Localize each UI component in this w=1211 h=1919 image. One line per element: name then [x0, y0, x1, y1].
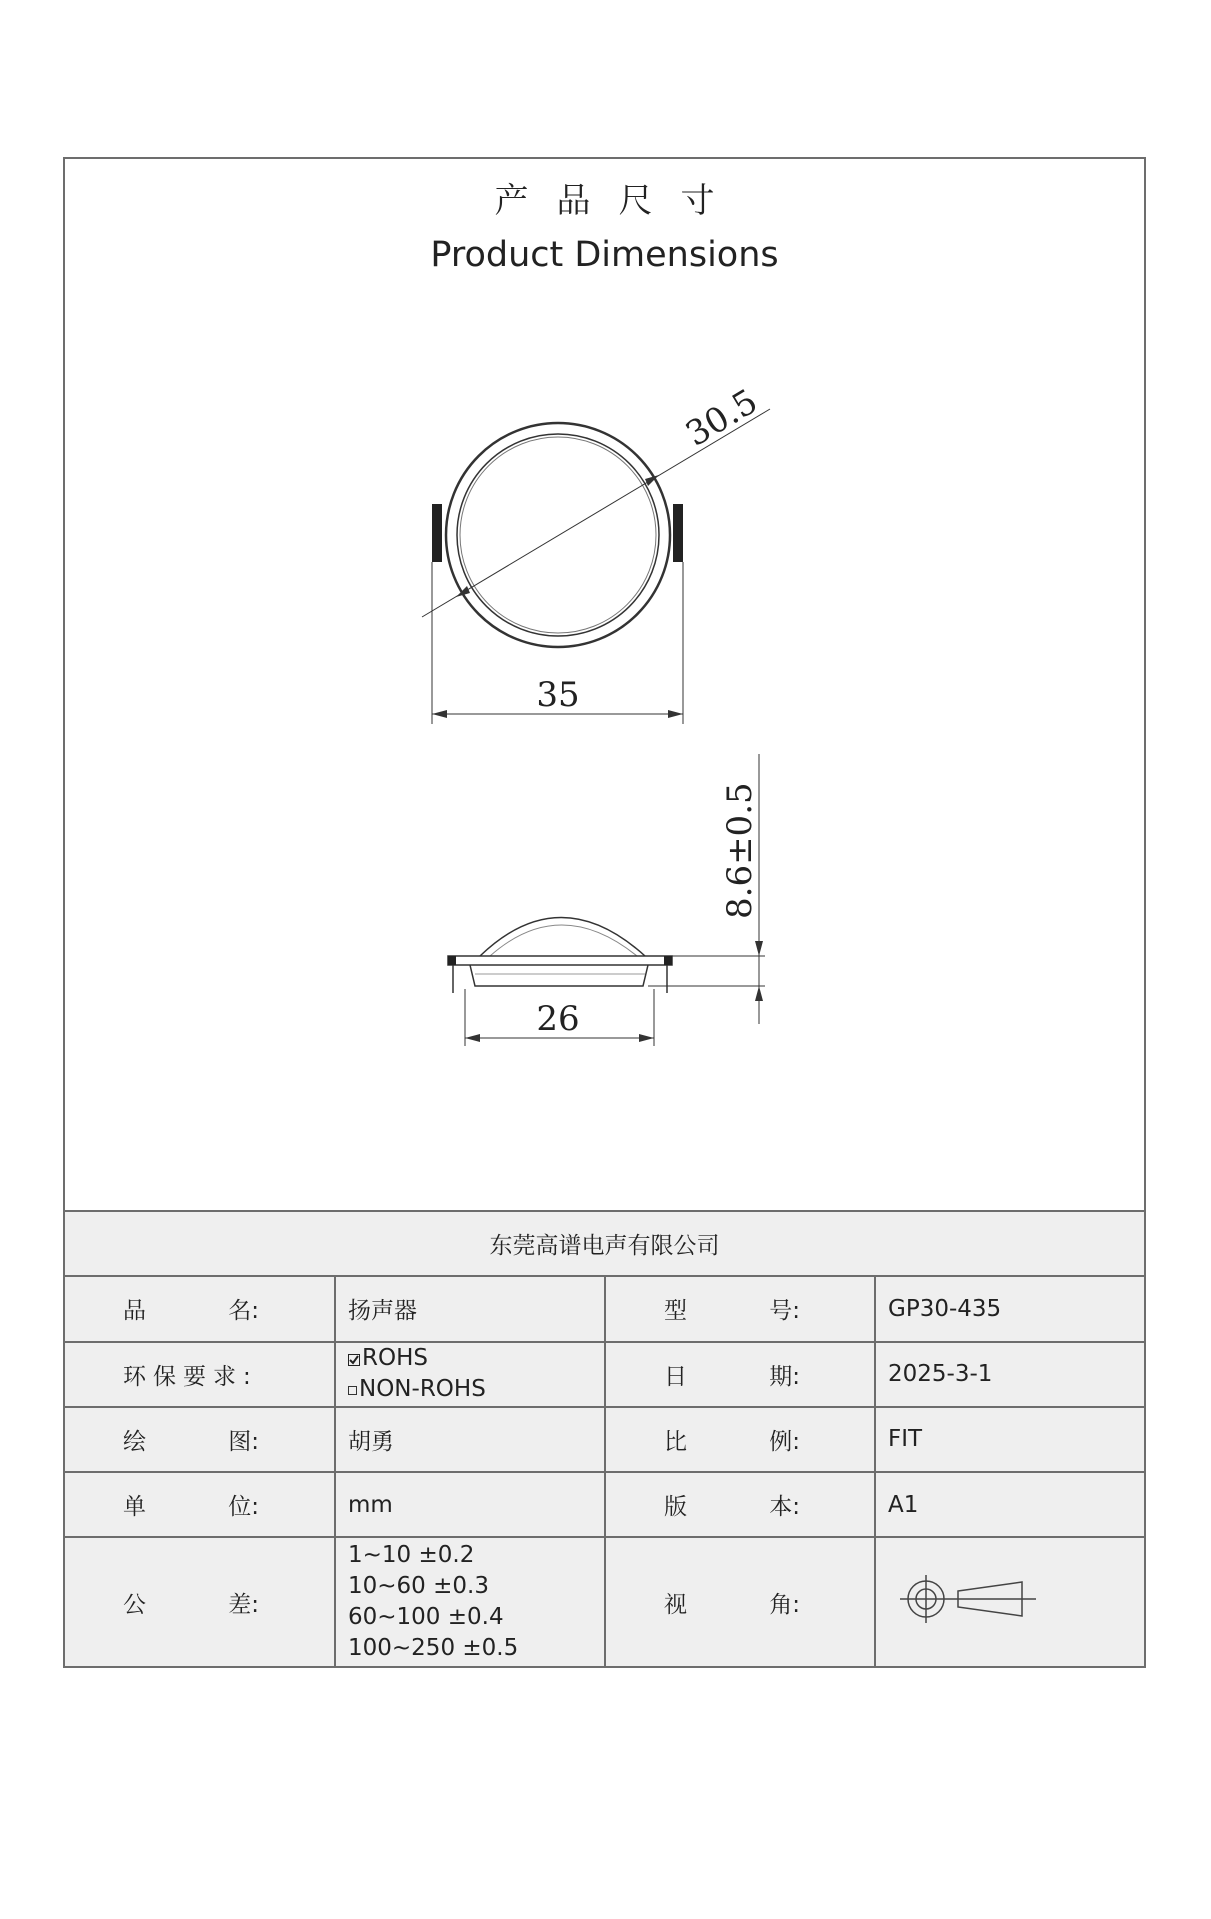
label-drawer: 绘 图:	[65, 1407, 335, 1472]
value-model: GP30-435	[875, 1276, 1144, 1341]
label-model: 型 号:	[605, 1276, 875, 1341]
company-name: 东莞高谱电声有限公司	[65, 1211, 1144, 1276]
value-date: 2025-3-1	[875, 1342, 1144, 1407]
label-version: 版 本:	[605, 1472, 875, 1537]
label-date: 日 期:	[605, 1342, 875, 1407]
value-env	[335, 1342, 605, 1407]
title-block-table	[65, 1210, 1144, 1666]
label-product-name: 品 名:	[65, 1276, 335, 1341]
value-tolerance	[335, 1537, 605, 1666]
dim-inner-label: 26	[536, 999, 580, 1039]
side-view	[448, 754, 765, 1046]
frame	[448, 956, 672, 965]
label-env: 环保要求:	[65, 1342, 335, 1407]
title-english: Product Dimensions	[430, 235, 779, 275]
value-scale: FIT	[875, 1407, 1144, 1472]
inner-ring	[457, 434, 659, 636]
dim-height-label: 8.6±0.5	[720, 782, 760, 919]
outer-ring	[446, 423, 670, 647]
label-scale: 比 例:	[605, 1407, 875, 1472]
value-unit: mm	[335, 1472, 605, 1537]
value-product-name: 扬声器	[335, 1276, 605, 1341]
checked-box-icon	[348, 1354, 360, 1366]
cone-ring	[460, 437, 656, 633]
non-rohs-option: NON-ROHS	[359, 1376, 486, 1403]
magnet-cup	[470, 965, 648, 986]
tolerance-line: 100~250 ±0.5	[348, 1635, 519, 1662]
value-drawer: 胡勇	[335, 1407, 605, 1472]
dim-diameter-label: 30.5	[679, 381, 765, 455]
label-tolerance: 公 差:	[65, 1537, 335, 1666]
drawing-sheet	[63, 157, 1146, 1668]
value-version: A1	[875, 1472, 1144, 1537]
value-view	[875, 1537, 1144, 1666]
dim-width-label: 35	[536, 675, 580, 715]
top-view	[422, 409, 770, 724]
unchecked-box-icon	[348, 1386, 357, 1395]
dome	[480, 918, 645, 957]
label-view: 视 角:	[605, 1537, 875, 1666]
tolerance-line: 1~10 ±0.2	[348, 1542, 475, 1569]
label-unit: 单 位:	[65, 1472, 335, 1537]
right-terminal	[673, 504, 683, 562]
left-terminal	[432, 504, 442, 562]
tolerance-line: 10~60 ±0.3	[348, 1573, 489, 1600]
technical-drawing	[65, 159, 1144, 1209]
rohs-option: ROHS	[362, 1345, 428, 1372]
projection-symbol-icon	[888, 1569, 1048, 1629]
tolerance-line: 60~100 ±0.4	[348, 1604, 504, 1631]
title-chinese: 产品尺寸	[494, 181, 743, 221]
